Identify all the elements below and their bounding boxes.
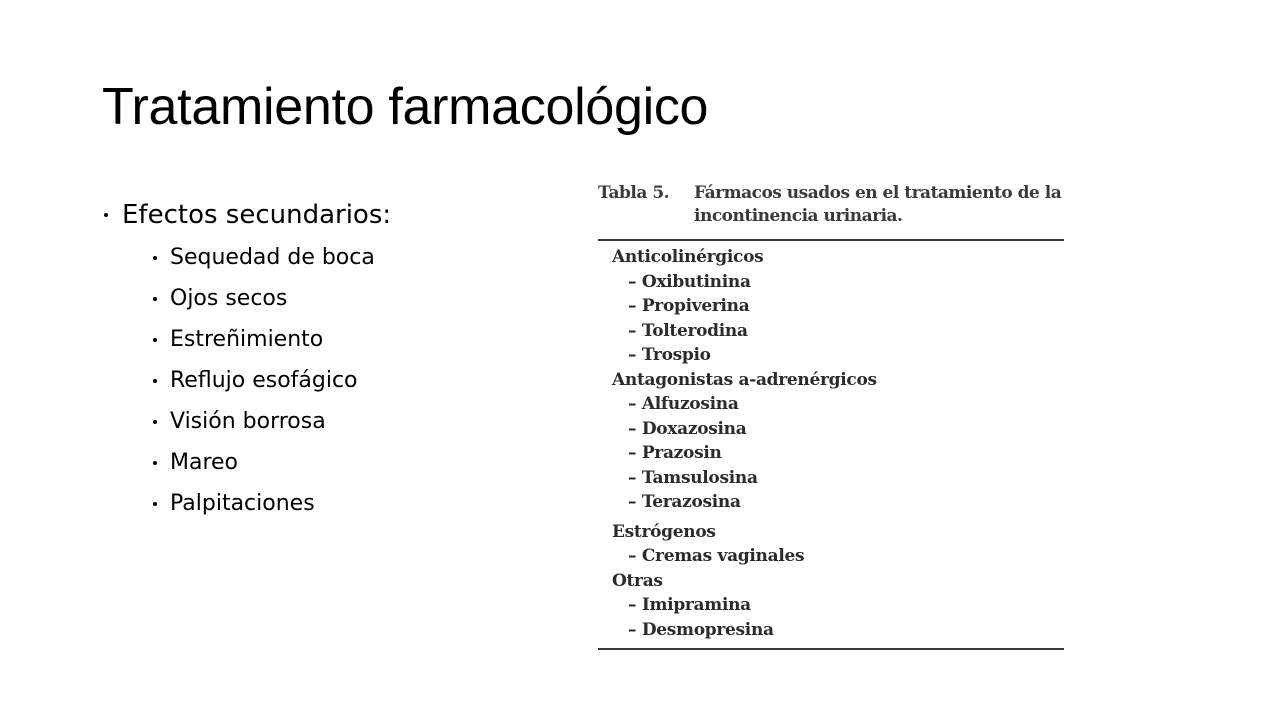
sub-bullet-item [150,360,391,401]
table-group-name: Antagonistas a-adrenérgicos [612,369,877,390]
sub-bullet-item [150,278,391,319]
table-drug-item: – Doxazosina [628,418,747,439]
sub-bullet-label: Ojos secos [170,286,288,311]
table-caption-text: Fármacos usados en el tratamiento de la incontinencia urinaria. [694,183,1062,226]
table-drug-item: – Imipramina [628,595,751,615]
bullet-dot-icon [153,379,157,383]
table-group-estrogenos [612,520,1064,569]
bullet-dot-icon [104,213,108,217]
slide-title: Tratamiento farmacológico [102,78,709,136]
bullet-list [102,193,391,524]
sub-bullet-label: Reflujo esofágico [170,368,358,393]
drug-table-image [598,182,1064,650]
table-body [598,241,1064,642]
sub-bullet-item [150,483,391,524]
table-group-antagonistas [612,368,1064,515]
table-group-anticolinergicos [612,245,1064,368]
table-drug-item: – Alfuzosina [628,394,739,414]
table-group-name: Estrógenos [612,521,716,542]
bullet-dot-icon [153,461,157,465]
table-drug-item: – Desmopresina [628,619,774,640]
sub-bullet-item [150,237,391,278]
table-drug-item: – Terazosina [628,492,741,512]
bullet-dot-icon [153,297,157,301]
table-drug-item: – Propiverina [628,296,750,316]
bullet-label: Efectos secundarios: [122,200,392,230]
table-drug-item: – Cremas vaginales [628,546,805,566]
table-drug-item: – Oxibutinina [628,271,751,292]
bullet-item-efectos [102,193,391,237]
sub-bullet-label: Palpitaciones [170,491,315,516]
sub-bullet-item [150,401,391,442]
bullet-dot-icon [153,256,157,260]
table-caption-label: Tabla 5. [598,183,670,203]
sub-bullet-label: Visión borrosa [170,409,326,434]
sub-bullet-item [150,442,391,483]
table-caption [598,182,1064,228]
table-drug-item: – Trospio [628,345,711,365]
sub-bullet-list [150,237,391,524]
table-group-name: Otras [612,570,663,591]
table-drug-item: – Tamsulosina [628,467,758,488]
table-group-name: Anticolinérgicos [612,247,764,267]
bullet-dot-icon [153,502,157,506]
sub-bullet-label: Mareo [170,450,239,475]
table-bottom-rule [598,648,1064,650]
table-drug-item: – Prazosin [628,443,722,463]
table-drug-item: – Tolterodina [628,320,748,341]
sub-bullet-item [150,319,391,360]
bullet-dot-icon [153,420,157,424]
table-group-otras [612,569,1064,643]
sub-bullet-label: Estreñimiento [170,327,324,352]
bullet-dot-icon [153,338,157,342]
sub-bullet-label: Sequedad de boca [170,245,375,270]
